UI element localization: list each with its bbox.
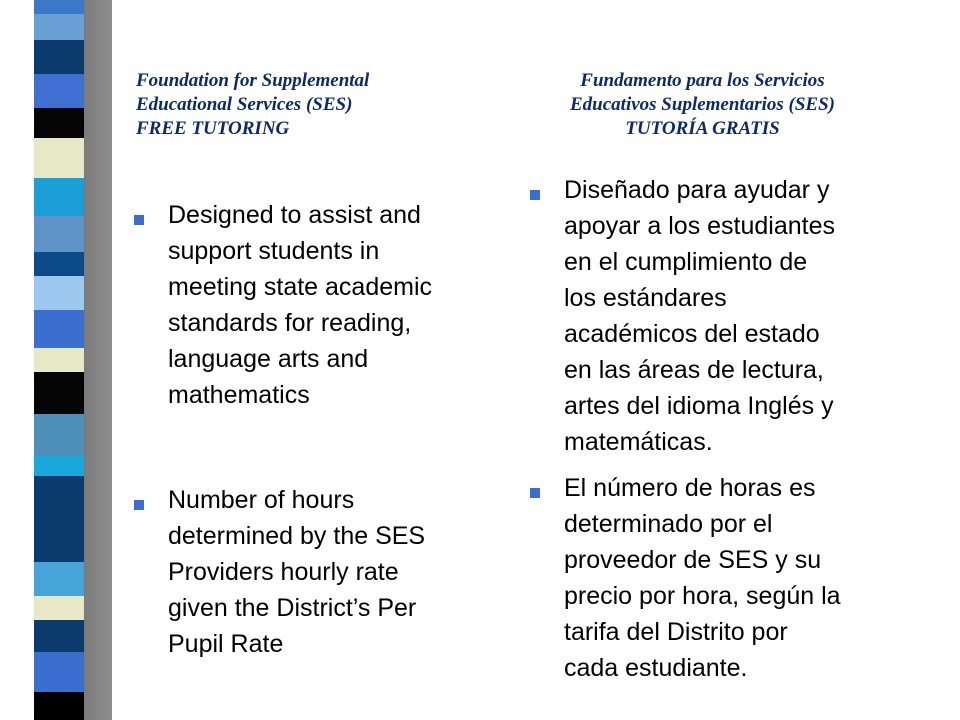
stripe — [34, 252, 84, 276]
bullet-text — [564, 172, 835, 460]
text-line: en las áreas de lectura, — [564, 356, 824, 384]
text-line: Providers hourly rate — [168, 558, 399, 586]
text-line: matemáticas. — [564, 428, 713, 456]
stripe — [34, 138, 84, 178]
text-line: meeting state academic — [168, 273, 433, 301]
stripe — [34, 310, 84, 348]
stripe — [34, 652, 84, 692]
stripe — [34, 476, 84, 562]
bullet-text — [564, 470, 841, 686]
stripe — [34, 692, 84, 720]
stripe — [34, 620, 84, 652]
stripe — [34, 456, 84, 476]
stripe — [34, 178, 84, 216]
text-line: Diseñado para ayudar y — [564, 176, 830, 204]
text-line: determinado por el — [564, 510, 773, 538]
stripe — [34, 108, 84, 138]
text-line: precio por hora, según la — [564, 582, 841, 610]
text-line: académicos del estado — [564, 320, 820, 348]
square-bullet-icon — [134, 215, 144, 225]
heading-spanish — [570, 69, 835, 141]
stripe — [34, 596, 84, 620]
text-line: cada estudiante. — [564, 654, 748, 682]
square-bullet-icon — [530, 488, 540, 498]
heading-line: FREE TUTORING — [136, 118, 290, 139]
text-line: artes del idioma Inglés y — [564, 392, 834, 420]
bullet-item — [134, 482, 425, 662]
heading-line: TUTORÍA GRATIS — [625, 118, 780, 139]
heading-line: Educativos Suplementarios (SES) — [570, 94, 835, 115]
text-line: standards for reading, — [168, 309, 412, 337]
stripe — [34, 348, 84, 372]
heading-line: Foundation for Supplemental — [136, 70, 370, 91]
stripe — [34, 372, 84, 414]
decorative-gray-band — [84, 0, 112, 720]
decorative-stripe-band — [34, 0, 84, 720]
bullet-item — [134, 197, 432, 413]
square-bullet-icon — [530, 190, 540, 200]
text-line: determined by the SES — [168, 522, 426, 550]
bullet-item — [530, 470, 841, 686]
text-line: Number of hours — [168, 486, 355, 514]
text-line: mathematics — [168, 381, 310, 409]
text-line: proveedor de SES y su — [564, 546, 822, 574]
text-line: El número de horas es — [564, 474, 816, 502]
stripe — [34, 216, 84, 252]
text-line: tarifa del Distrito por — [564, 618, 788, 646]
stripe — [34, 14, 84, 40]
stripe — [34, 414, 84, 456]
text-line: Designed to assist and — [168, 201, 421, 229]
stripe — [34, 74, 84, 108]
stripe — [34, 40, 84, 74]
text-line: language arts and — [168, 345, 369, 373]
stripe — [34, 0, 84, 14]
text-line: en el cumplimiento de — [564, 248, 808, 276]
stripe — [34, 562, 84, 596]
text-line: given the District’s Per — [168, 594, 417, 622]
text-line: Pupil Rate — [168, 630, 284, 658]
stripe — [34, 276, 84, 310]
bullet-text — [168, 197, 432, 413]
bullet-text — [168, 482, 425, 662]
square-bullet-icon — [134, 500, 144, 510]
text-line: apoyar a los estudiantes — [564, 212, 836, 240]
heading-english — [136, 69, 369, 141]
text-line: support students in — [168, 237, 380, 265]
heading-line: Educational Services (SES) — [136, 94, 353, 115]
text-line: los estándares — [564, 284, 727, 312]
bullet-item — [530, 172, 835, 460]
heading-line: Fundamento para los Servicios — [580, 70, 825, 91]
